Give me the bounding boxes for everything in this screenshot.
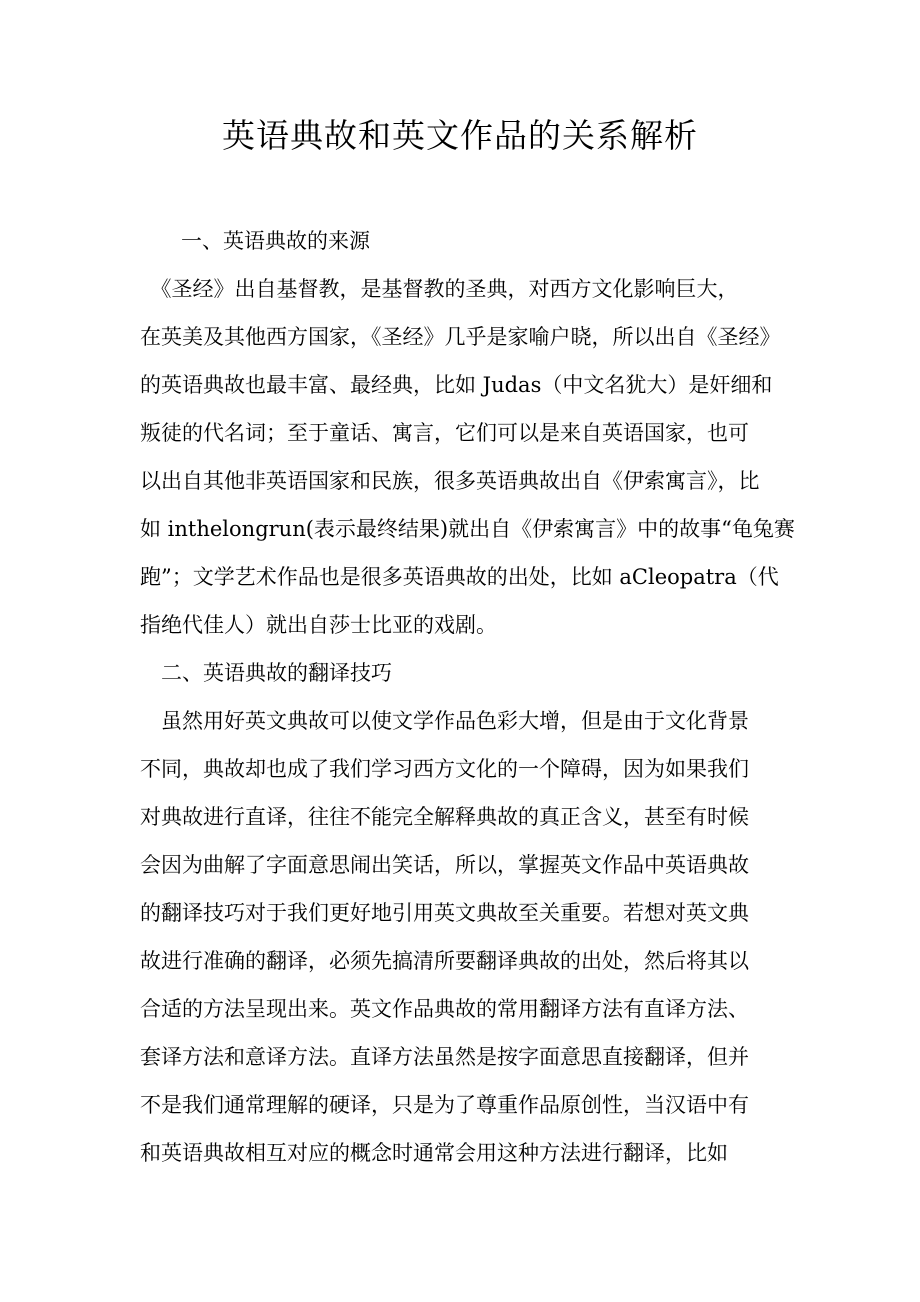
paragraph-line: 故进行准确的翻译，必须先搞清所要翻译典故的出处，然后将其以 [140, 949, 749, 973]
paragraph-line: 和英语典故相互对应的概念时通常会用这种方法进行翻译，比如 [140, 1141, 728, 1165]
paragraph-line: 的翻译技巧对于我们更好地引用英文典故至关重要。若想对英文典 [140, 901, 749, 925]
section-heading-translation: 二、英语典故的翻译技巧 [140, 661, 392, 685]
paragraph-line: 套译方法和意译方法。直译方法虽然是按字面意思直接翻译，但并 [140, 1045, 749, 1069]
paragraph-line: 合适的方法呈现出来。英文作品典故的常用翻译方法有直译方法、 [140, 997, 749, 1021]
paragraph-line: 会因为曲解了字面意思闹出笑话，所以，掌握英文作品中英语典故 [140, 853, 749, 877]
paragraph-line: 指绝代佳人）就出自莎士比亚的戏剧。 [140, 613, 497, 637]
paragraph-line: 以出自其他非英语国家和民族，很多英语典故出自《伊索寓言》，比 [140, 469, 760, 493]
paragraph-line: 跑”；文学艺术作品也是很多英语典故的出处，比如 aCleopatra（代 [140, 565, 779, 589]
section-heading-sources: 一、英语典故的来源 [160, 229, 370, 253]
document-title: 英语典故和英文作品的关系解析 [222, 116, 698, 155]
paragraph-line: 不同，典故却也成了我们学习西方文化的一个障碍，因为如果我们 [140, 757, 749, 781]
paragraph-line: 不是我们通常理解的硬译，只是为了尊重作品原创性，当汉语中有 [140, 1093, 749, 1117]
paragraph-line: 对典故进行直译，往往不能完全解释典故的真正含义，甚至有时候 [140, 805, 749, 829]
paragraph-line: 如 inthelongrun(表示最终结果)就出自《伊索寓言》中的故事“龟兔赛 [140, 517, 795, 541]
paragraph-line: 叛徒的代名词；至于童话、寓言，它们可以是来自英语国家，也可 [140, 421, 749, 445]
paragraph-line: 《圣经》出自基督教，是基督教的圣典，对西方文化影响巨大， [140, 277, 739, 301]
paragraph-line: 虽然用好英文典故可以使文学作品色彩大增，但是由于文化背景 [140, 709, 749, 733]
paragraph-line: 在英美及其他西方国家，《圣经》几乎是家喻户晓，所以出自《圣经》 [140, 325, 781, 349]
paragraph-line: 的英语典故也最丰富、最经典，比如 Judas（中文名犹大）是奸细和 [140, 373, 773, 397]
